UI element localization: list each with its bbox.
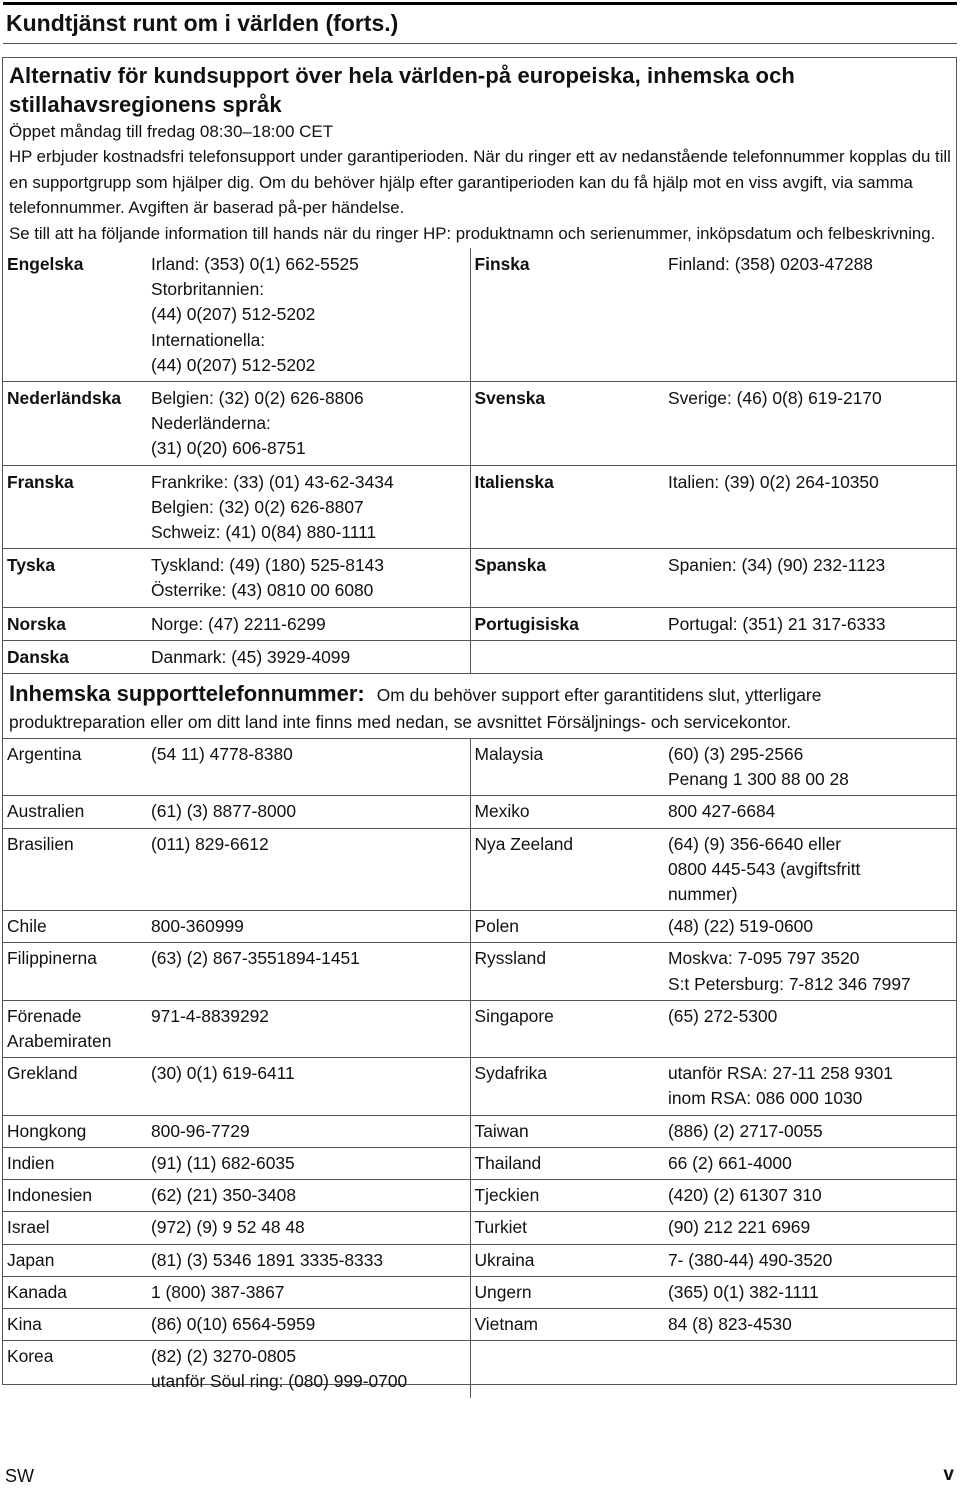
country-name-line: Ungern [474, 1281, 532, 1302]
phone-numbers-line: Internationella: [151, 329, 266, 350]
language-row [3, 607, 956, 640]
phone-numbers-line: (44) 0(207) 512-5202 [151, 354, 316, 375]
country-name-line: Brasilien [7, 833, 74, 854]
country-name-line: Grekland [7, 1063, 78, 1084]
phone-number-line: S:t Petersburg: 7-812 346 7997 [668, 973, 911, 994]
phone-number-line: (420) (2) 61307 310 [668, 1185, 822, 1206]
country-name [470, 1000, 664, 1057]
country-name-line: Israel [7, 1217, 50, 1238]
country-row [3, 1341, 956, 1398]
country-name [3, 739, 147, 796]
language-row [3, 382, 956, 466]
country-name-line: Malaysia [474, 744, 544, 765]
language-name: Portugisiska [470, 607, 664, 640]
country-name-line: Chile [7, 916, 47, 937]
country-name [470, 1147, 664, 1179]
phone-number [664, 911, 956, 943]
phone-numbers-line: Tyskland: (49) (180) 525-8143 [151, 555, 384, 576]
phone-number-line: (82) (2) 3270-0805 [151, 1346, 297, 1367]
phone-number [147, 911, 470, 943]
language-name [470, 640, 664, 673]
country-name-line: Filippinerna [7, 948, 97, 969]
language-row [3, 640, 956, 673]
phone-number [147, 1244, 470, 1276]
country-name-line: Argentina [7, 744, 82, 765]
country-row [3, 1244, 956, 1276]
phone-numbers-line: (31) 0(20) 606-8751 [151, 438, 306, 459]
country-name-line: Arabemiraten [7, 1031, 112, 1052]
phone-numbers-line: Italien: (39) 0(2) 264-10350 [668, 471, 879, 492]
phone-numbers [664, 382, 956, 466]
phone-number-line: (63) (2) 867-3551894-1451 [151, 948, 360, 969]
country-name [470, 911, 664, 943]
phone-number [664, 1000, 956, 1057]
phone-numbers [147, 248, 470, 382]
footer-language-code: SW [5, 1466, 34, 1486]
phone-number-line: (81) (3) 5346 1891 3335-8333 [151, 1249, 384, 1270]
country-name [470, 1212, 664, 1244]
language-name: Norska [3, 607, 147, 640]
top-rule [3, 2, 957, 5]
section-heading: Alternativ för kundsupport över hela världen-på europeiska, inhemska och stillahavsregionens språk [9, 63, 795, 117]
phone-numbers [147, 465, 470, 549]
opening-hours: Öppet måndag till fredag 08:30–18:00 CET [9, 122, 334, 141]
country-name-line: Hongkong [7, 1120, 87, 1141]
intro-paragraph: Se till att ha följande information till hands när du ringer HP: produktnamn och serienummer, inköpsdatum och felbeskrivning. [9, 223, 936, 243]
title-rule [3, 43, 957, 44]
phone-numbers-line: Storbritannien: [151, 279, 265, 300]
country-name [3, 1341, 147, 1398]
phone-number [664, 1058, 956, 1115]
country-name [470, 1058, 664, 1115]
phone-numbers-line: Belgien: (32) 0(2) 626-8806 [151, 388, 364, 409]
country-name [470, 796, 664, 828]
phone-number-line: 1 (800) 387-3867 [151, 1281, 285, 1302]
phone-numbers [664, 607, 956, 640]
country-name [470, 1341, 664, 1398]
phone-number-line: (48) (22) 519-0600 [668, 916, 814, 937]
domestic-heading: Inhemska supporttelefonnummer: [9, 681, 365, 707]
support-box [2, 57, 957, 1392]
language-row [3, 248, 956, 382]
country-row [3, 739, 956, 796]
phone-number [147, 1058, 470, 1115]
country-row [3, 828, 956, 911]
phone-number-line: (62) (21) 350-3408 [151, 1185, 297, 1206]
phone-number-line: nummer) [668, 884, 738, 905]
country-name [3, 911, 147, 943]
phone-number-line: utanför Söul ring: (080) 999-0700 [151, 1371, 408, 1392]
country-name-line: Polen [474, 916, 519, 937]
country-name [470, 1180, 664, 1212]
phone-numbers [664, 248, 956, 382]
intro-text [9, 144, 951, 246]
country-name-line: Mexiko [474, 801, 530, 822]
country-name-line: Kina [7, 1313, 42, 1334]
country-name-line: Australien [7, 801, 85, 822]
phone-numbers-line: Finland: (358) 0203-47288 [668, 254, 873, 274]
country-row [3, 943, 956, 1000]
country-name [470, 1115, 664, 1147]
country-name-line: Taiwan [474, 1120, 529, 1141]
phone-number [664, 1147, 956, 1179]
phone-numbers-line: Norge: (47) 2211-6299 [151, 613, 326, 634]
phone-number-line: 0800 445-543 (avgiftsfritt [668, 858, 861, 879]
phone-number-line: (365) 0(1) 382-1111 [668, 1281, 819, 1302]
phone-numbers [664, 465, 956, 549]
country-name [3, 943, 147, 1000]
country-row [3, 1115, 956, 1147]
domestic-support-section [3, 673, 956, 738]
phone-number [147, 1180, 470, 1212]
phone-numbers-line: Spanien: (34) (90) 232-1123 [668, 555, 886, 576]
country-name [3, 828, 147, 911]
phone-number-line: (886) (2) 2717-0055 [668, 1120, 823, 1141]
phone-numbers-line: Frankrike: (33) (01) 43-62-3434 [151, 471, 394, 492]
country-name [3, 1276, 147, 1308]
phone-number-line: (54 11) 4778-8380 [151, 744, 293, 765]
phone-numbers [147, 607, 470, 640]
country-name [3, 1115, 147, 1147]
country-name [470, 1276, 664, 1308]
phone-number-line: 66 (2) 661-4000 [668, 1152, 792, 1173]
country-name [3, 1058, 147, 1115]
phone-numbers [147, 549, 470, 607]
phone-number [664, 1212, 956, 1244]
language-name: Danska [3, 640, 147, 673]
country-name [3, 1212, 147, 1244]
country-name [470, 1308, 664, 1340]
phone-number-line: 971-4-8839292 [151, 1005, 269, 1026]
phone-numbers [147, 640, 470, 673]
country-name-line: Singapore [474, 1005, 554, 1026]
phone-number [147, 1000, 470, 1057]
language-name: Finska [470, 248, 664, 382]
phone-numbers-line: Sverige: (46) 0(8) 619-2170 [668, 388, 882, 409]
language-name: Franska [3, 465, 147, 549]
phone-number-line: utanför RSA: 27-11 258 9301 [668, 1063, 893, 1084]
country-row [3, 796, 956, 828]
phone-number-line: 800-96-7729 [151, 1120, 250, 1141]
page-number: v [943, 1464, 954, 1485]
country-name [3, 1180, 147, 1212]
phone-numbers-line: Irland: (353) 0(1) 662-5525 [151, 254, 359, 274]
phone-number-line: 800 427-6684 [668, 801, 776, 822]
country-name-line: Förenade [7, 1005, 82, 1026]
phone-number [664, 796, 956, 828]
phone-number-line: 84 (8) 823-4530 [668, 1313, 792, 1334]
country-name-line: Tjeckien [474, 1185, 540, 1206]
phone-number-line: (011) 829-6612 [151, 833, 269, 854]
phone-number [147, 1212, 470, 1244]
phone-number-line: Moskva: 7-095 797 3520 [668, 948, 860, 969]
domestic-text: Om du behöver support efter garantitidens slut, ytterligare produktreparation eller om ditt land inte finns med nedan, se avsnittet Försäljnings- och servicekontor. [9, 685, 822, 733]
country-name [3, 1244, 147, 1276]
phone-number-line: 7- (380-44) 490-3520 [668, 1249, 833, 1270]
phone-number-line: (972) (9) 9 52 48 48 [151, 1217, 305, 1238]
language-name: Tyska [3, 549, 147, 607]
language-name: Spanska [470, 549, 664, 607]
phone-number-line: (86) 0(10) 6564-5959 [151, 1313, 316, 1334]
phone-numbers-line: Österrike: (43) 0810 00 6080 [151, 580, 374, 601]
phone-number [664, 1244, 956, 1276]
intro-paragraph: HP erbjuder kostnadsfri telefonsupport under garantiperioden. När du ringer ett av nedanstående telefonnummer kopplas du till en supportgrupp som hjälper dig. Om du behöver hjälp efter garantiperioden kan du få hjälp mot en viss avgift, via samma telefonnummer. Avgiften är baserad på-per händelse. [9, 147, 951, 217]
country-name-line: Japan [7, 1249, 55, 1270]
country-name-line: Ukraina [474, 1249, 535, 1270]
phone-number [664, 739, 956, 796]
country-name [3, 1147, 147, 1179]
phone-number [664, 1276, 956, 1308]
country-name-line: Indien [7, 1152, 55, 1173]
language-name: Svenska [470, 382, 664, 466]
phone-number-line: (64) (9) 356-6640 eller [668, 833, 842, 854]
language-name: Nederländska [3, 382, 147, 466]
phone-numbers [664, 549, 956, 607]
phone-number [664, 828, 956, 911]
phone-number [664, 1341, 956, 1398]
country-name [3, 796, 147, 828]
language-name: Engelska [7, 254, 84, 274]
phone-numbers [664, 640, 956, 673]
country-row [3, 1147, 956, 1179]
language-name: Italienska [470, 465, 664, 549]
phone-number-line: (65) 272-5300 [668, 1005, 778, 1026]
phone-number-line: 800-360999 [151, 916, 244, 937]
phone-number [664, 1308, 956, 1340]
country-row [3, 1276, 956, 1308]
phone-number-line: (60) (3) 295-2566 [668, 744, 804, 765]
phone-number [147, 739, 470, 796]
country-name [3, 1308, 147, 1340]
support-header [3, 58, 956, 246]
phone-number [147, 1341, 470, 1398]
phone-number-line: inom RSA: 086 000 1030 [668, 1088, 863, 1109]
phone-number-line: (90) 212 221 6969 [668, 1217, 811, 1238]
language-row [3, 549, 956, 607]
language-row [3, 465, 956, 549]
phone-number-line: (30) 0(1) 619-6411 [151, 1063, 295, 1084]
country-name [470, 828, 664, 911]
phone-number [147, 1147, 470, 1179]
phone-numbers-line: Nederländerna: [151, 413, 271, 434]
country-name-line: Nya Zeeland [474, 833, 574, 854]
country-row [3, 1000, 956, 1057]
country-name-line: Thailand [474, 1152, 542, 1173]
phone-number [147, 1276, 470, 1308]
country-row [3, 1058, 956, 1115]
phone-number-line: (61) (3) 8877-8000 [151, 801, 297, 822]
phone-number [147, 796, 470, 828]
country-row [3, 911, 956, 943]
country-name [470, 739, 664, 796]
country-name-line: Sydafrika [474, 1063, 547, 1084]
country-support-table [3, 738, 956, 1397]
country-name-line: Indonesien [7, 1185, 93, 1206]
phone-number-line: (91) (11) 682-6035 [151, 1152, 295, 1173]
country-name-line: Kanada [7, 1281, 67, 1302]
country-row [3, 1212, 956, 1244]
phone-numbers-line: Schweiz: (41) 0(84) 880-1111 [151, 522, 377, 543]
country-name-line: Turkiet [474, 1217, 528, 1238]
country-name-line: Vietnam [474, 1313, 538, 1334]
country-name [470, 943, 664, 1000]
phone-number [664, 1180, 956, 1212]
country-name-line: Korea [7, 1346, 54, 1367]
phone-numbers-line: (44) 0(207) 512-5202 [151, 304, 316, 325]
phone-number [147, 1308, 470, 1340]
country-name-line: Ryssland [474, 948, 547, 969]
phone-number [664, 1115, 956, 1147]
phone-numbers-line: Portugal: (351) 21 317-6333 [668, 613, 886, 634]
country-name [470, 1244, 664, 1276]
phone-number-line: Penang 1 300 88 00 28 [668, 769, 849, 790]
phone-number [664, 943, 956, 1000]
country-row [3, 1308, 956, 1340]
language-support-table [3, 248, 956, 673]
page-title: Kundtjänst runt om i världen (forts.) [6, 10, 399, 36]
phone-numbers-line: Belgien: (32) 0(2) 626-8807 [151, 496, 364, 517]
phone-number [147, 1115, 470, 1147]
phone-number [147, 943, 470, 1000]
phone-numbers [147, 382, 470, 466]
country-row [3, 1180, 956, 1212]
phone-numbers-line: Danmark: (45) 3929-4099 [151, 646, 351, 667]
country-name [3, 1000, 147, 1057]
phone-number [147, 828, 470, 911]
